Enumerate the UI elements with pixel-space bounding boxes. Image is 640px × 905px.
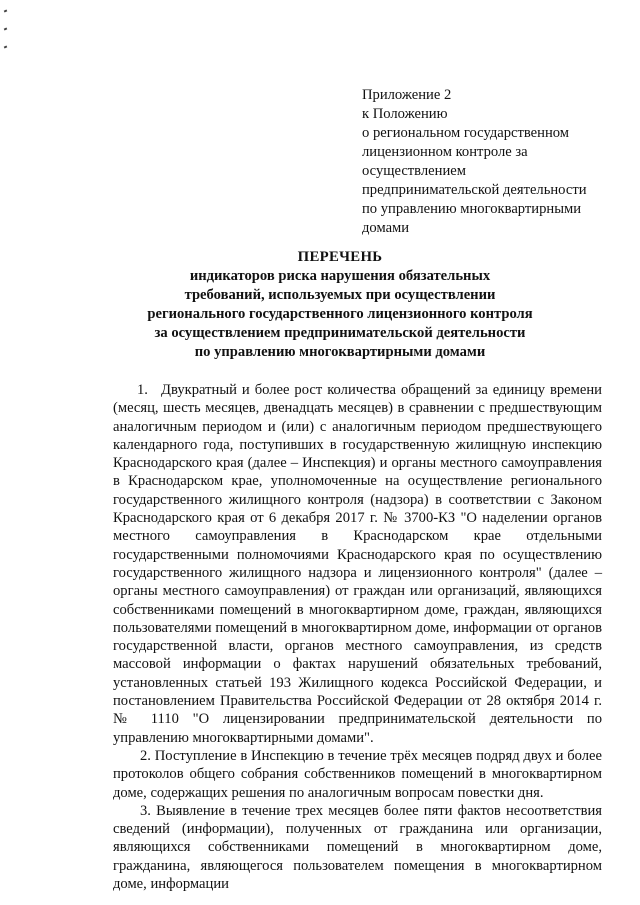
list-item [113,381,602,747]
list-item [113,802,602,893]
title-line: по управлению многоквартирными домами [194,344,486,360]
margin-scan-marks [4,10,24,64]
item-text: Поступление в Инспекцию в течение трёх месяцев подряд двух и более протоколов общего собрания собственников помещений в многоквартирном доме, содержащих решения по аналогичным вопросам повестки дня. [113,747,602,801]
item-text: Выявление в течение трех месяцев более пяти фактов несоответствия сведений (информации), полученных от гражданина или организации, являющихся собственниками помещений в многоквартирном доме, гражданина, являющегося пользователем помещения в многоквартирном доме, информации [113,802,602,893]
list-item [113,747,602,802]
scan-mark [4,9,8,12]
document-body [113,381,602,893]
item-number: 2. [140,747,151,764]
scan-mark [4,27,8,30]
appendix-line: Приложение 2 [362,87,452,103]
appendix-header [362,86,612,238]
appendix-line: лицензионном контроле за [362,144,528,160]
appendix-line: предпринимательской деятельности [362,182,587,198]
appendix-line: по управлению многоквартирными [362,201,582,217]
appendix-line: к Положению [362,106,448,122]
title-line: за осуществлением предпринимательской деятельности [154,325,526,341]
item-number: 3. [140,802,151,819]
appendix-line: осуществлением [362,163,466,179]
title-line: индикаторов риска нарушения обязательных [189,268,491,284]
item-text: Двукратный и более рост количества обращений за единицу времени (месяц, шесть месяцев, двенадцать месяцев) в сравнении с предшествующим аналогичным периодом и (или) с аналогичным периодом предшествующего календарного года, поступивших в государственную жилищную инспекцию Краснодарского края (далее – Инспекция) и органы местного самоуправления в Краснодарском крае, уполномоченные на осуществление регионального государственного жилищного контроля (надзора) в соответствии с Законом Краснодарского края от 6 декабря 2017 г. № 3700-КЗ "О наделении органов местного самоуправления в Краснодарском крае отдельными государственными полномочиями Краснодарского края по осуществлению государственного жилищного надзора и лицензионного контроля" (далее – органы местного самоуправления) от граждан или организаций, являющихся собственниками помещений в многоквартирном доме, граждан, являющихся пользователями помещений в многоквартирном доме, информации от органов государственной власти, органов местного самоуправления, из средств массовой информации о фактах нарушений обязательных требований, установленных статьей 193 Жилищного кодекса Российской Федерации, и постановлением Правительства Российской Федерации от 28 октября 2014 г. № 1110 "О лицензировании предпринимательской деятельности по управлению многоквартирными домами". [113,382,602,746]
scan-mark [4,45,8,48]
item-number: 1. [137,382,148,398]
appendix-line: о региональном государственном [362,125,570,141]
title-line: регионального государственного лицензионного контроля [147,306,533,322]
appendix-line: домами [362,220,410,236]
title-main: ПЕРЕЧЕНЬ [297,249,383,265]
document-title [100,248,580,362]
title-line: требований, используемых при осуществлении [184,287,496,303]
